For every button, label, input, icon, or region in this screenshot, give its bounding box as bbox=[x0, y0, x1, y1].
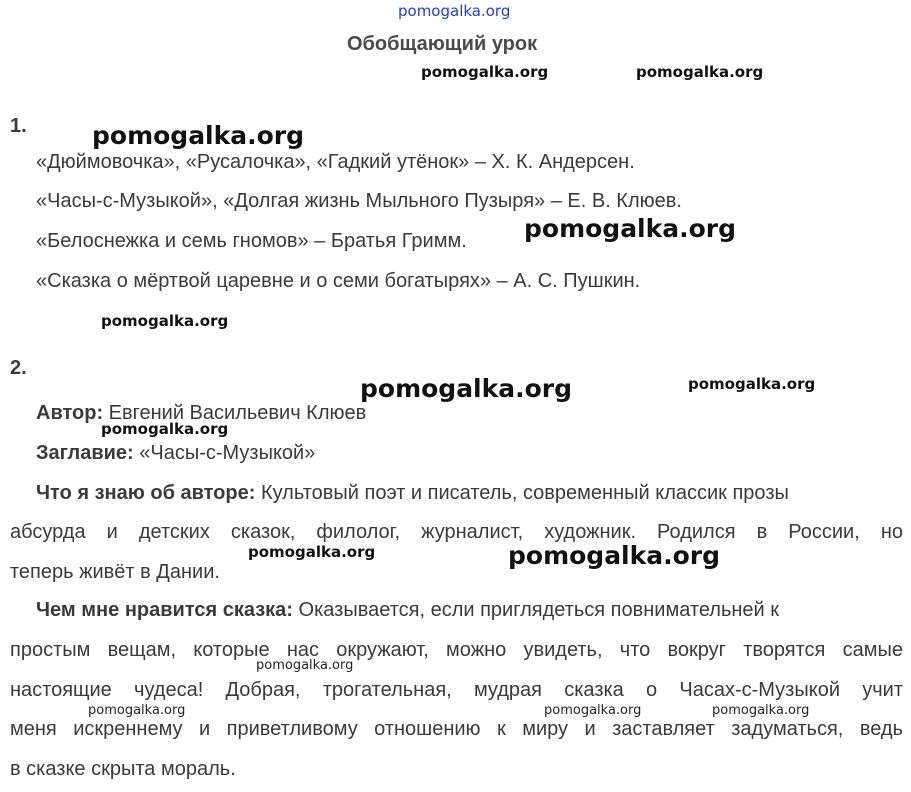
why-like-row bbox=[36, 599, 779, 622]
why-like-text: Оказывается, если приглядеться повнимательней к bbox=[298, 599, 780, 621]
watermark: pomogalka.org bbox=[636, 63, 764, 81]
watermark: pomogalka.org bbox=[92, 121, 305, 150]
watermark: pomogalka.org bbox=[421, 63, 549, 81]
watermark: pomogalka.org bbox=[360, 374, 573, 403]
about-author-label: Что я знаю об авторе: bbox=[36, 482, 256, 504]
why-like-text: меня искреннему и приветливому отношению к миру и заставляет задуматься, ведь bbox=[10, 718, 903, 740]
author-row bbox=[36, 402, 366, 425]
watermark-top: pomogalka.org bbox=[398, 2, 511, 20]
watermark: pomogalka.org bbox=[88, 703, 186, 718]
why-like-text: настоящие чудеса! Добрая, трогательная, мудрая сказка о Часах-с-Музыкой учит bbox=[10, 679, 903, 701]
watermark: pomogalka.org bbox=[712, 703, 810, 718]
title-value: «Часы-с-Музыкой» bbox=[139, 442, 316, 464]
section-1-line: «Белоснежка и семь гномов» – Братья Гримм. bbox=[36, 230, 467, 252]
title-row bbox=[36, 442, 315, 465]
watermark: pomogalka.org bbox=[101, 312, 229, 330]
watermark: pomogalka.org bbox=[688, 375, 816, 393]
why-like-text: в сказке скрыта мораль. bbox=[10, 758, 236, 780]
title-label: Заглавие: bbox=[36, 442, 134, 464]
watermark: pomogalka.org bbox=[256, 658, 354, 673]
author-value: Евгений Васильевич Клюев bbox=[108, 402, 367, 424]
about-author-text: абсурда и детских сказок, филолог, журналист, художник. Родился в России, но bbox=[10, 521, 903, 543]
about-author-row bbox=[36, 482, 789, 505]
author-label: Автор: bbox=[36, 402, 104, 424]
section-1-line: «Часы-с-Музыкой», «Долгая жизнь Мыльного Пузыря» – Е. В. Клюев. bbox=[36, 190, 682, 212]
section-2-number: 2. bbox=[10, 357, 27, 379]
why-like-text: простым вещам, которые нас окружают, можно увидеть, что вокруг творятся самые bbox=[10, 639, 903, 661]
watermark: pomogalka.org bbox=[101, 420, 229, 438]
section-1-number: 1. bbox=[10, 115, 27, 137]
why-like-label: Чем мне нравится сказка: bbox=[36, 599, 293, 621]
watermark: pomogalka.org bbox=[508, 541, 721, 570]
section-1-line: «Дюймовочка», «Русалочка», «Гадкий утёнок» – Х. К. Андерсен. bbox=[36, 151, 635, 173]
about-author-text: Культовый поэт и писатель, современный классик прозы bbox=[260, 482, 789, 504]
section-1-line: «Сказка о мёртвой царевне и о семи богатырях» – А. С. Пушкин. bbox=[36, 270, 641, 292]
watermark: pomogalka.org bbox=[524, 214, 737, 243]
watermark: pomogalka.org bbox=[544, 703, 642, 718]
page-title: Обобщающий урок bbox=[347, 33, 538, 55]
watermark: pomogalka.org bbox=[248, 543, 376, 561]
about-author-text: теперь живёт в Дании. bbox=[10, 561, 220, 583]
